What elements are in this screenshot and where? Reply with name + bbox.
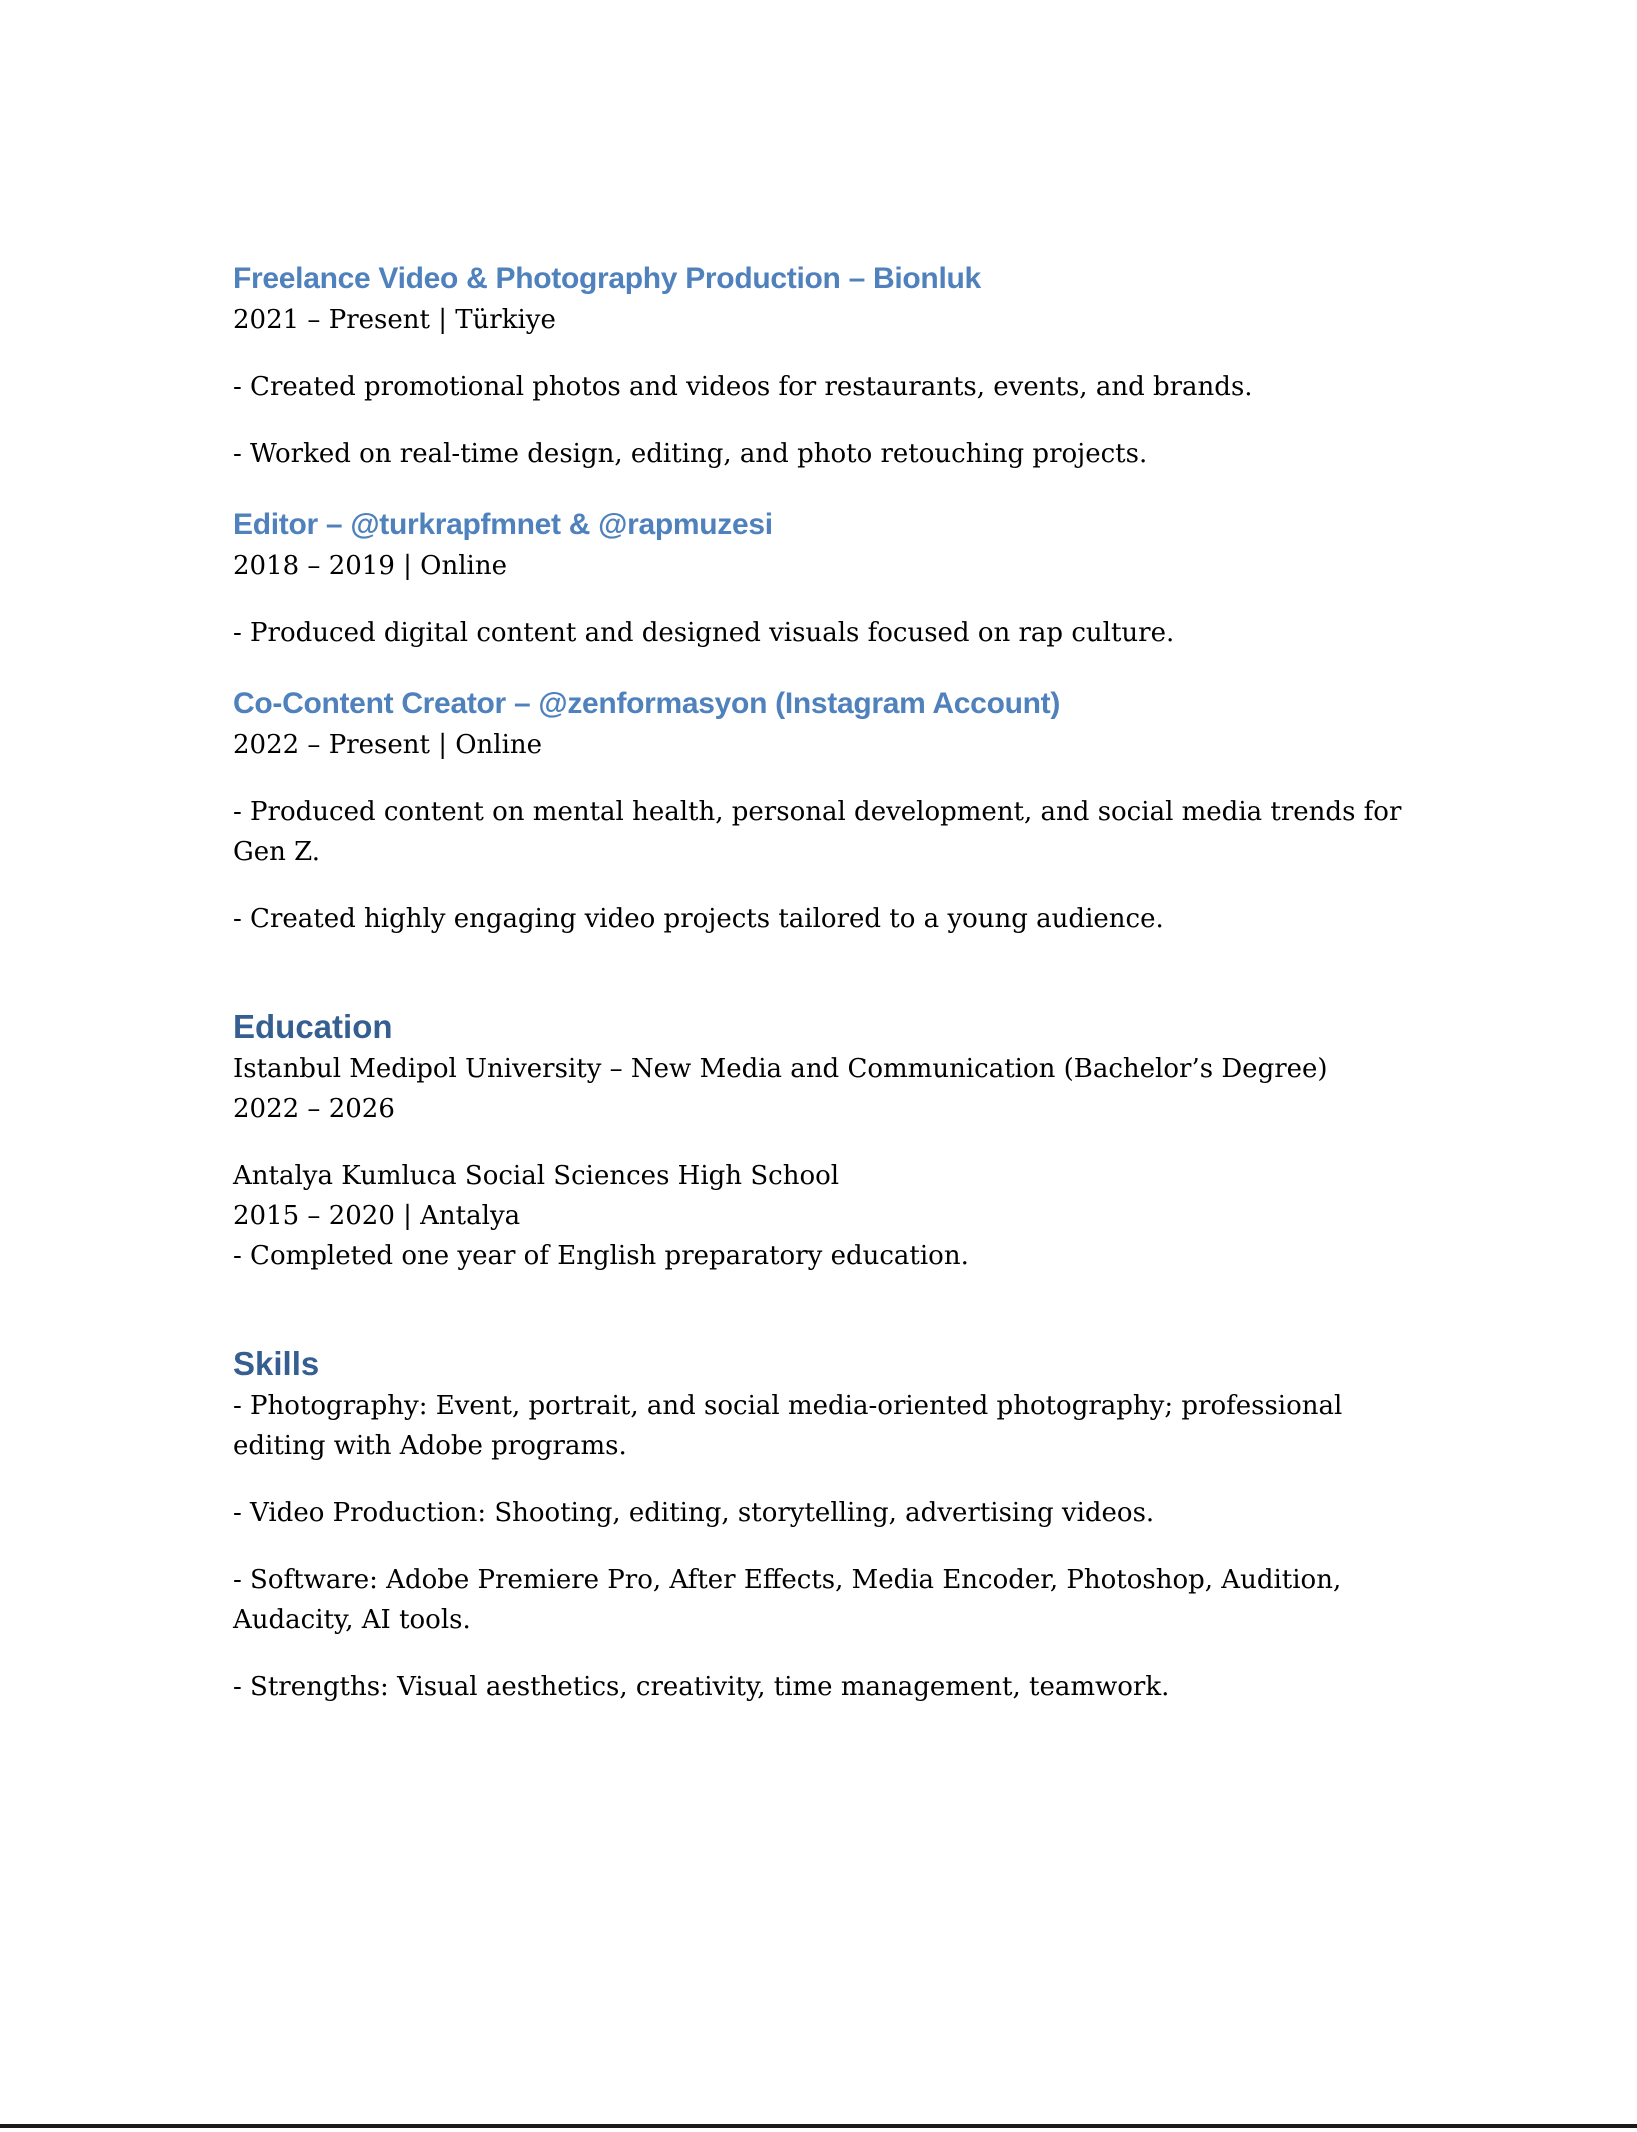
education-section	[233, 1005, 1413, 1276]
job-meta: 2018 – 2019 | Online	[233, 551, 507, 581]
section-heading-skills: Skills	[233, 1345, 320, 1382]
job-bullet: - Worked on real-time design, editing, and photo retouching projects.	[233, 439, 1148, 469]
section-heading-education: Education	[233, 1008, 393, 1045]
job-meta: 2021 – Present | Türkiye	[233, 305, 556, 335]
skills-section	[233, 1342, 1413, 1707]
job-bullet: - Produced content on mental health, personal development, and social media trends for Gen Z.	[233, 797, 1402, 867]
job-entry-co-content-creator	[233, 683, 1413, 939]
skill-item: - Software: Adobe Premiere Pro, After Effects, Media Encoder, Photoshop, Audition, Audacity, AI tools.	[233, 1565, 1342, 1635]
job-entry-bionluk	[233, 258, 1413, 474]
skill-item: - Strengths: Visual aesthetics, creativity, time management, teamwork.	[233, 1672, 1170, 1702]
skill-item: - Video Production: Shooting, editing, storytelling, advertising videos.	[233, 1498, 1155, 1528]
job-bullet: - Created highly engaging video projects tailored to a young audience.	[233, 904, 1164, 934]
job-bullet: - Produced digital content and designed visuals focused on rap culture.	[233, 618, 1175, 648]
job-title: Freelance Video & Photography Production – Bionluk	[233, 262, 981, 295]
page-bottom-border	[0, 2124, 1637, 2128]
job-title: Editor – @turkrapfmnet & @rapmuzesi	[233, 508, 773, 541]
resume-content	[233, 258, 1413, 1707]
education-note: - Completed one year of English preparatory education.	[233, 1241, 969, 1271]
job-entry-editor	[233, 504, 1413, 653]
education-school: Antalya Kumluca Social Sciences High School	[233, 1161, 840, 1191]
job-bullet: - Created promotional photos and videos for restaurants, events, and brands.	[233, 372, 1253, 402]
education-years: 2015 – 2020 | Antalya	[233, 1201, 521, 1231]
job-meta: 2022 – Present | Online	[233, 730, 543, 760]
education-school: Istanbul Medipol University – New Media and Communication (Bachelor’s Degree)	[233, 1054, 1328, 1084]
education-years: 2022 – 2026	[233, 1094, 395, 1124]
job-title: Co-Content Creator – @zenformasyon (Instagram Account)	[233, 687, 1061, 720]
skill-item: - Photography: Event, portrait, and social media-oriented photography; professional editing with Adobe programs.	[233, 1391, 1343, 1461]
